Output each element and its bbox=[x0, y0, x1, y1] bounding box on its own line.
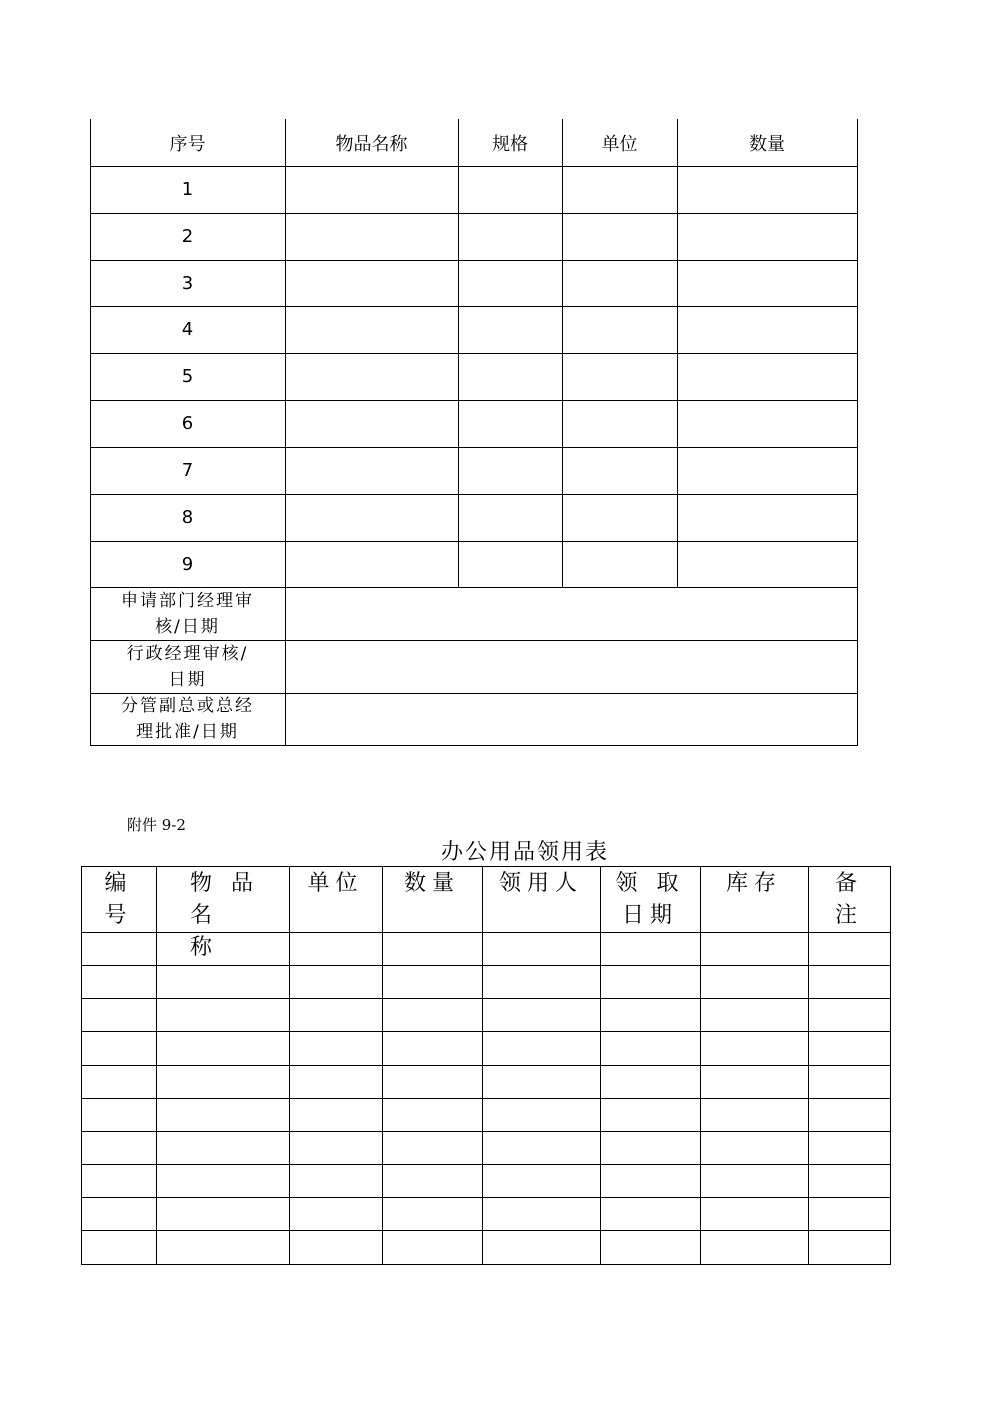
row-divider bbox=[90, 745, 858, 746]
approval-label bbox=[90, 587, 285, 640]
approval-label-line: 申请部门经理审 bbox=[121, 590, 254, 611]
row-number: 7 bbox=[181, 460, 194, 481]
approval-label-line: 理批准/日期 bbox=[136, 722, 239, 742]
header-cell bbox=[289, 868, 382, 900]
header-cell-line: 日期 bbox=[621, 903, 678, 928]
attachment-label: 附件 9-2 bbox=[127, 816, 186, 834]
row-divider bbox=[81, 1031, 891, 1032]
approval-label-line: 行政经理审核/ bbox=[126, 643, 249, 664]
header-cell-line: 物 品 名 bbox=[190, 871, 259, 928]
header-cell bbox=[600, 868, 700, 932]
row-number: 4 bbox=[181, 319, 194, 340]
approval-label-line: 分管副总或总经 bbox=[121, 696, 254, 716]
header-cell-line: 称 bbox=[190, 935, 219, 960]
table-border bbox=[81, 1264, 891, 1265]
row-divider bbox=[81, 1164, 891, 1165]
row-divider bbox=[81, 1065, 891, 1066]
header-cell bbox=[700, 868, 808, 900]
header-cell-line: 领 取 bbox=[615, 871, 685, 896]
table-border bbox=[81, 866, 891, 867]
header-cell-line: 备 bbox=[834, 871, 863, 896]
approval-label-line: 日期 bbox=[168, 669, 207, 690]
header-cell bbox=[482, 868, 600, 900]
row-divider bbox=[81, 1197, 891, 1198]
header-cell-line: 单位 bbox=[307, 871, 364, 896]
header-cell-line: 号 bbox=[104, 903, 133, 928]
row-number: 6 bbox=[181, 413, 194, 434]
office-supplies-table-title: 办公用品领用表 bbox=[441, 840, 610, 865]
row-number: 9 bbox=[181, 553, 194, 575]
approval-label bbox=[90, 640, 285, 693]
row-number: 5 bbox=[181, 366, 194, 387]
header-cell: 规格 bbox=[492, 133, 528, 155]
header-cell bbox=[808, 868, 890, 932]
row-divider bbox=[81, 1098, 891, 1099]
header-cell: 物品名称 bbox=[335, 133, 408, 155]
header-cell: 序号 bbox=[169, 133, 206, 155]
header-cell: 数量 bbox=[749, 133, 785, 155]
header-cell-line: 编 bbox=[104, 871, 133, 896]
header-cell bbox=[382, 868, 482, 900]
office-supplies-table bbox=[81, 866, 891, 1266]
row-number: 8 bbox=[181, 507, 194, 528]
header-cell bbox=[190, 868, 289, 964]
row-number: 1 bbox=[181, 179, 194, 200]
row-divider bbox=[81, 1131, 891, 1132]
row-divider bbox=[81, 965, 891, 966]
approval-label bbox=[90, 693, 285, 745]
header-cell-line: 领用人 bbox=[498, 871, 583, 896]
row-divider bbox=[81, 1230, 891, 1231]
row-number: 3 bbox=[181, 272, 194, 294]
header-cell-line: 数量 bbox=[403, 871, 460, 896]
row-number: 2 bbox=[181, 226, 194, 247]
header-cell bbox=[81, 868, 156, 932]
header-cell-line: 库存 bbox=[725, 871, 782, 896]
requisition-table bbox=[90, 119, 858, 746]
row-divider bbox=[81, 998, 891, 999]
header-cell: 单位 bbox=[601, 133, 638, 155]
header-cell-line: 注 bbox=[834, 903, 863, 928]
approval-label-line: 核/日期 bbox=[155, 616, 220, 637]
